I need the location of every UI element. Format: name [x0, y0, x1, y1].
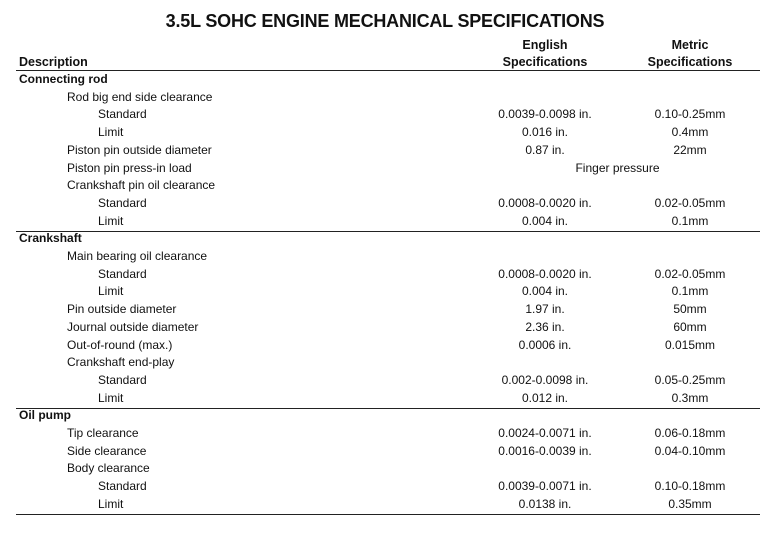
row-description: Limit	[98, 213, 124, 228]
table-row	[0, 372, 770, 389]
row-description: Body clearance	[67, 461, 150, 476]
row-value-metric: 0.02-0.05mm	[654, 266, 726, 281]
row-value-metric: 0.1mm	[671, 213, 709, 228]
row-description: Piston pin outside diameter	[67, 142, 212, 157]
row-value-english: 0.0039-0.0098 in.	[498, 107, 592, 122]
section-title: Crankshaft	[19, 231, 82, 246]
row-value-english: 0.0039-0.0071 in.	[498, 479, 592, 494]
row-description: Limit	[98, 284, 124, 299]
section-title: Oil pump	[19, 408, 71, 423]
table-row	[0, 248, 770, 265]
row-value-english: 0.87 in.	[525, 142, 565, 157]
table-row	[0, 443, 770, 460]
page-title: 3.5L SOHC ENGINE MECHANICAL SPECIFICATIONS	[165, 11, 605, 31]
row-description: Out-of-round (max.)	[67, 337, 173, 352]
row-description: Main bearing oil clearance	[67, 249, 208, 263]
row-value-english: 0.002-0.0098 in.	[501, 372, 589, 387]
column-header-metric-line2: Specifications	[647, 55, 733, 69]
row-value-english: 0.0016-0.0039 in.	[498, 443, 592, 458]
table-row	[0, 160, 770, 177]
row-description: Standard	[98, 479, 147, 494]
row-description: Standard	[98, 107, 147, 122]
row-value-english: 0.012 in.	[521, 390, 569, 405]
row-description: Crankshaft pin oil clearance	[67, 178, 216, 193]
row-value-english: 0.0008-0.0020 in.	[498, 195, 592, 210]
row-value-english: 2.36 in.	[525, 319, 565, 334]
section-title: Connecting rod	[19, 72, 108, 86]
table-row	[0, 266, 770, 283]
row-description: Limit	[98, 125, 124, 140]
row-description: Rod big end side clearance	[67, 89, 213, 104]
table-row	[0, 390, 770, 407]
column-header-english-line1: English	[522, 38, 568, 52]
row-value-english: 0.004 in.	[521, 213, 569, 228]
row-value-metric: 0.3mm	[671, 390, 709, 405]
row-value-english: 0.004 in.	[521, 284, 569, 299]
row-description: Standard	[98, 372, 147, 387]
row-value-english: 1.97 in.	[525, 302, 565, 317]
row-value-metric: 0.35mm	[668, 496, 712, 511]
table-row	[0, 301, 770, 318]
row-value-metric: 0.015mm	[664, 337, 716, 352]
row-description: Standard	[98, 195, 147, 210]
table-row	[0, 496, 770, 513]
row-value-english: 0.0006 in.	[518, 337, 572, 352]
table-row	[0, 106, 770, 123]
row-description: Crankshaft end-play	[67, 355, 175, 370]
row-description: Pin outside diameter	[67, 302, 177, 317]
table-row	[0, 142, 770, 159]
row-value-metric: 0.10-0.18mm	[654, 479, 726, 494]
row-value-metric: 0.04-0.10mm	[654, 443, 726, 458]
row-value-metric: 60mm	[673, 319, 707, 334]
row-value-metric: 0.05-0.25mm	[654, 372, 726, 387]
row-value-metric: 0.10-0.25mm	[654, 107, 726, 122]
row-description: Limit	[98, 390, 124, 405]
row-value-english: 0.0024-0.0071 in.	[498, 426, 592, 440]
table-row	[0, 354, 770, 371]
table-row	[0, 124, 770, 141]
row-value-combined: Finger pressure	[575, 160, 660, 175]
column-header-metric-line1: Metric	[671, 38, 709, 52]
row-description: Side clearance	[67, 443, 147, 458]
row-description: Journal outside diameter	[67, 319, 199, 334]
row-value-metric: 0.06-0.18mm	[654, 426, 726, 440]
table-row	[0, 283, 770, 300]
table-row	[0, 460, 770, 477]
section-header-row	[0, 407, 770, 424]
column-header-description: Description	[19, 55, 88, 69]
row-value-metric: 50mm	[673, 302, 707, 317]
row-description: Limit	[98, 496, 124, 511]
row-value-metric: 22mm	[673, 142, 707, 157]
column-header-english-line2: Specifications	[502, 55, 588, 69]
row-value-english: 0.016 in.	[521, 125, 569, 140]
table-row	[0, 319, 770, 336]
row-description: Standard	[98, 266, 147, 281]
row-description: Piston pin press-in load	[67, 160, 192, 175]
table-row	[0, 195, 770, 212]
row-value-metric: 0.1mm	[671, 284, 709, 299]
table-row	[0, 89, 770, 106]
row-value-english: 0.0138 in.	[518, 496, 572, 511]
row-description: Tip clearance	[67, 426, 139, 440]
row-value-metric: 0.4mm	[671, 125, 709, 140]
row-value-metric: 0.02-0.05mm	[654, 195, 726, 210]
section-header-row	[0, 230, 770, 247]
table-row	[0, 337, 770, 354]
table-row	[0, 213, 770, 230]
table-row	[0, 478, 770, 495]
table-bottom-divider	[16, 514, 760, 515]
section-header-row	[0, 71, 770, 88]
table-row	[0, 177, 770, 194]
row-value-english: 0.0008-0.0020 in.	[498, 266, 592, 281]
table-row	[0, 425, 770, 442]
